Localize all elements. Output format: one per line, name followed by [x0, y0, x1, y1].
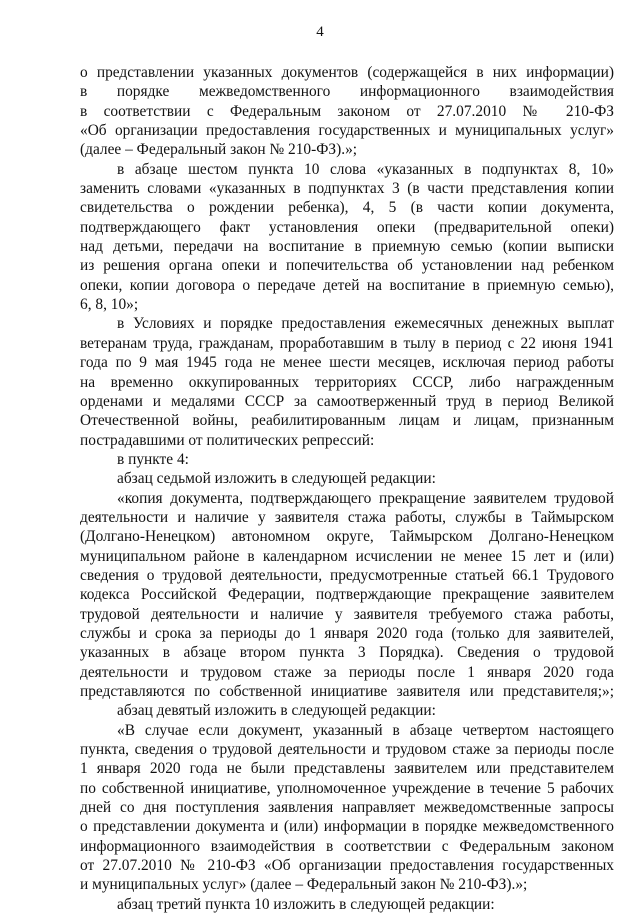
- text-line: ветеранам труда, гражданам, проработавшим в тылу в период с 22 июня 1941: [80, 334, 614, 352]
- text-line: орденами и медалями СССР за самоотверженный труд в период Великой: [80, 392, 614, 410]
- text-line: трудовой деятельности и наличие у заявителя требуемого стажа работы,: [80, 605, 614, 623]
- text-line: о представлении документа и (или) информации в порядке межведомственного: [80, 818, 614, 836]
- text-line: от 27.07.2010 № 210-ФЗ «Об организации предоставления государственных: [80, 857, 614, 875]
- text-line: «В случае если документ, указанный в абзаце четвертом настоящего: [117, 721, 614, 739]
- text-line: информационного взаимодействия в соответствии с Федеральным законом: [80, 837, 614, 855]
- text-line: (Долгано-Ненецком) автономном округе, Таймырском Долгано-Ненецком: [80, 528, 614, 546]
- text-line: Отечественной войны, реабилитированным лицам и лицам, признанным: [80, 412, 614, 430]
- text-line: о представлении указанных документов (содержащейся в них информации): [80, 64, 614, 81]
- text-line: «копия документа, подтверждающего прекращение заявителем трудовой: [117, 489, 614, 507]
- text-line: «Об организации предоставления государственных и муниципальных услуг»: [80, 122, 614, 140]
- text-line: в абзаце шестом пункта 10 слова «указанных в подпунктах 8, 10»: [117, 160, 614, 178]
- text-line: над детьми, передачи на воспитание в приемную семью (копии выписки: [80, 238, 614, 256]
- text-line: заменить словами «указанных в подпунктах 3 (в части представления копии: [80, 180, 614, 198]
- text-line: года по 9 мая 1945 года не менее шести месяцев, исключая период работы: [80, 354, 614, 372]
- text-line: по собственной инициативе, уполномоченное учреждение в течение 5 рабочих: [80, 779, 614, 797]
- text-line: службы и срока за периоды до 1 января 2020 года (только для заявителей,: [80, 624, 614, 642]
- text-line: абзац третий пункта 10 изложить в следующей редакции:: [117, 895, 495, 913]
- text-line: абзац девятый изложить в следующей редакции:: [117, 702, 436, 720]
- text-line: абзац седьмой изложить в следующей редакции:: [117, 470, 436, 488]
- text-line: в порядке межведомственного информационного взаимодействия: [80, 83, 614, 101]
- text-line: (далее – Федеральный закон № 210-ФЗ).»;: [80, 141, 358, 159]
- text-line: в соответствии с Федеральным законом от 27.07.2010 № 210-ФЗ: [80, 102, 614, 120]
- text-line: в Условиях и порядке предоставления ежемесячных денежных выплат: [117, 315, 614, 333]
- text-line: опеки, копии договора о передаче детей на воспитание в приемную семью),: [80, 276, 614, 294]
- text-line: дней со дня поступления заявления направляет межведомственные запросы: [80, 799, 614, 817]
- text-line: 1 января 2020 года не были представлены заявителем или представителем: [80, 760, 614, 778]
- text-line: деятельности и трудовом стаже за периоды после 1 января 2020 года: [80, 663, 614, 681]
- text-line: подтверждающего факт установления опеки (предварительной опеки): [80, 218, 614, 236]
- text-line: муниципальном районе в календарном исчислении не менее 15 лет и (или): [80, 547, 614, 565]
- text-line: кодекса Российской Федерации, подтверждающие прекращение заявителем: [80, 586, 614, 604]
- text-line: деятельности и наличие у заявителя стажа работы, службы в Таймырском: [80, 508, 614, 526]
- page-number: 4: [316, 24, 324, 40]
- document-body: [80, 63, 614, 914]
- text-line: 6, 8, 10»;: [80, 296, 139, 314]
- text-line: из решения органа опеки и попечительства об установлении над ребенком: [80, 257, 614, 275]
- text-line: свидетельства о рождении ребенка), 4, 5 (в части копии документа,: [80, 199, 614, 217]
- text-line: в пункте 4:: [117, 450, 189, 468]
- text-line: пункта, сведения о трудовой деятельности и трудовом стаже за периоды после: [80, 741, 614, 759]
- text-line: на временно оккупированных территориях СССР, либо награжденным: [80, 373, 614, 391]
- text-line: сведения о трудовой деятельности, предусмотренные статьей 66.1 Трудового: [80, 566, 614, 584]
- text-line: пострадавшими от политических репрессий:: [80, 431, 375, 449]
- text-line: и муниципальных услуг» (далее – Федеральный закон № 210-ФЗ).»;: [80, 876, 528, 894]
- text-line: представляются по собственной инициативе заявителя или представителя;»;: [80, 683, 614, 700]
- text-line: указанных в абзаце втором пункта 3 Порядка). Сведения о трудовой: [80, 644, 614, 662]
